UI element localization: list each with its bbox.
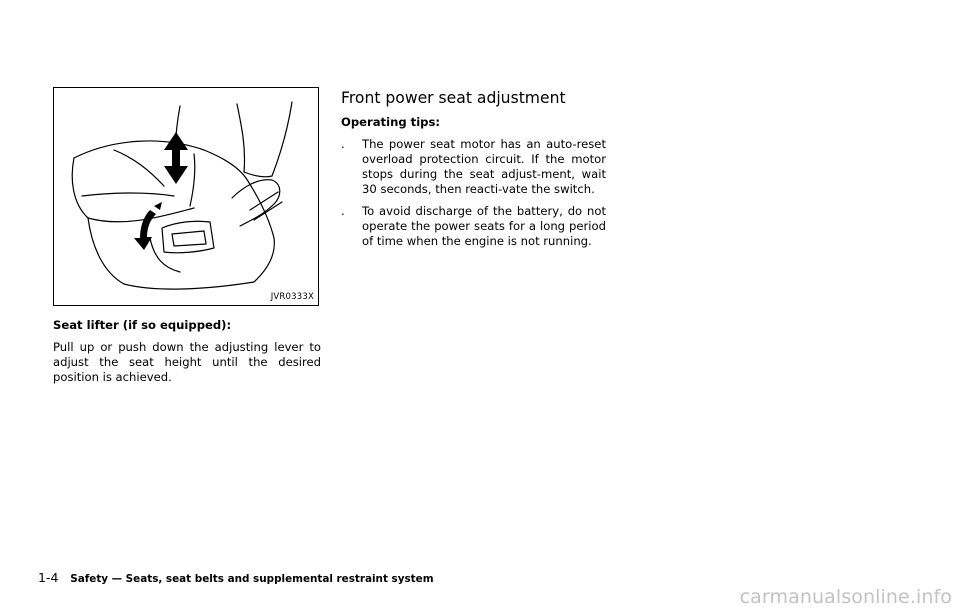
page-footer — [38, 570, 434, 587]
figure-code: JVR0333X — [270, 292, 314, 302]
bullet-mark: . — [341, 137, 345, 151]
list-item — [341, 137, 606, 197]
left-column — [53, 318, 321, 385]
footer-title: Safety — Seats, seat belts and supplemental restraint system — [70, 573, 434, 585]
tips-list — [341, 137, 606, 249]
right-column — [341, 87, 606, 256]
list-item — [341, 204, 606, 249]
operating-tips-label: Operating tips: — [341, 115, 441, 129]
watermark: carmanualsonline.info — [739, 586, 952, 608]
seat-lifter-figure — [53, 87, 319, 306]
page-number: 1-4 — [38, 570, 59, 585]
seat-illustration — [54, 88, 318, 305]
seat-lifter-heading: Seat lifter (if so equipped): — [53, 318, 232, 332]
seat-lifter-paragraph: Pull up or push down the adjusting lever to adjust the seat height until the desired position is achieved. — [53, 340, 321, 384]
section-title: Front power seat adjustment — [341, 89, 566, 107]
bullet-mark: . — [341, 204, 345, 218]
list-item-text: The power seat motor has an auto-reset overload protection circuit. If the motor stops during the seat adjust-ment, wait 30 seconds, then reacti-vate the switch. — [362, 137, 606, 196]
list-item-text: To avoid discharge of the battery, do not operate the power seats for a long period of time when the engine is not running. — [362, 204, 606, 248]
